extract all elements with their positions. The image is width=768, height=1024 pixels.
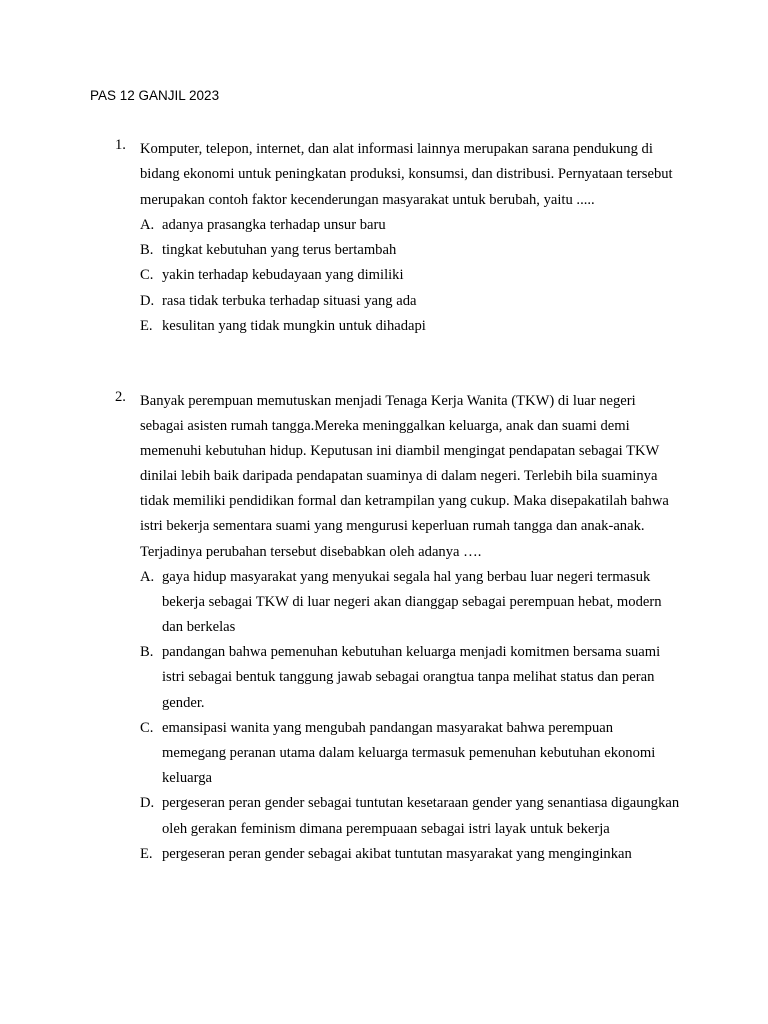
question-number: 1. xyxy=(115,137,126,153)
answer-option-c xyxy=(140,716,680,792)
option-text: gaya hidup masyarakat yang menyukai segala hal yang berbau luar negeri termasuk bekerja sebagai TKW di luar negeri akan dianggap sebagai perempuan hebat, modern dan berkelas xyxy=(162,568,662,636)
answer-option-a xyxy=(140,565,680,641)
question-1 xyxy=(115,137,680,339)
answer-options xyxy=(140,213,680,339)
option-text: yakin terhadap kebudayaan yang dimiliki xyxy=(162,267,404,284)
option-text: pergeseran peran gender sebagai tuntutan kesetaraan gender yang senantiasa digaungkan oleh gerakan feminism dimana perempuaan sebagai istri layak untuk bekerja xyxy=(162,795,680,837)
document-title: PAS 12 GANJIL 2023 xyxy=(90,88,220,103)
option-text: adanya prasangka terhadap unsur baru xyxy=(162,216,386,233)
option-letter: A. xyxy=(140,568,155,585)
option-letter: A. xyxy=(140,216,155,233)
option-text: kesulitan yang tidak mungkin untuk dihadapi xyxy=(162,318,426,335)
answer-option-d xyxy=(140,289,680,314)
question-text: Banyak perempuan memutuskan menjadi Tenaga Kerja Wanita (TKW) di luar negeri sebagai asisten rumah tangga.Mereka meninggalkan keluarga, anak dan suami demi memenuhi kebutuhan hidup. Keputusan ini diambil mengingat pendapatan sebagai TKW dinilai lebih baik daripada pendapatan suaminya di dalam negeri. Terlebih bila suaminya tidak memiliki pendidikan formal dan ketrampilan yang cukup. Maka disepakatilah bahwa istri bekerja sementara suami yang mengurusi keperluan rumah tangga dan anak-anak. xyxy=(140,393,669,535)
question-number: 2. xyxy=(115,389,126,405)
option-letter: D. xyxy=(140,292,155,309)
option-text: tingkat kebutuhan yang terus bertambah xyxy=(162,242,397,259)
question-prompt: Terjadinya perubahan tersebut disebabkan oleh adanya …. xyxy=(140,543,482,560)
answer-option-e xyxy=(140,314,680,339)
option-letter: B. xyxy=(140,644,154,661)
option-letter: E. xyxy=(140,318,153,335)
answer-option-b xyxy=(140,640,680,716)
answer-options xyxy=(140,565,680,867)
option-letter: B. xyxy=(140,242,154,259)
option-text: pandangan bahwa pemenuhan kebutuhan keluarga menjadi komitmen bersama suami istri sebagai bentuk tanggung jawab sebagai orangtua tanpa melihat status dan peran gender. xyxy=(162,644,661,711)
answer-option-a xyxy=(140,213,680,238)
answer-option-c xyxy=(140,263,680,288)
question-text: Komputer, telepon, internet, dan alat informasi lainnya merupakan sarana pendukung di bidang ekonomi untuk peningkatan produksi, konsumsi, dan distribusi. Pernyataan tersebut merupakan contoh faktor kecenderungan masyarakat untuk berubah, yaitu ..... xyxy=(140,141,673,208)
answer-option-e xyxy=(140,842,680,867)
option-letter: D. xyxy=(140,795,155,812)
option-text: rasa tidak terbuka terhadap situasi yang ada xyxy=(162,292,417,309)
option-letter: C. xyxy=(140,719,154,736)
answer-option-d xyxy=(140,791,680,841)
option-letter: C. xyxy=(140,267,154,284)
option-text: pergeseran peran gender sebagai akibat tuntutan masyarakat yang menginginkan xyxy=(162,845,632,862)
question-2 xyxy=(115,389,680,867)
answer-option-b xyxy=(140,238,680,263)
option-text: emansipasi wanita yang mengubah pandangan masyarakat bahwa perempuan memegang peranan utama dalam keluarga termasuk pemenuhan kebutuhan ekonomi keluarga xyxy=(162,719,656,787)
option-letter: E. xyxy=(140,845,153,862)
